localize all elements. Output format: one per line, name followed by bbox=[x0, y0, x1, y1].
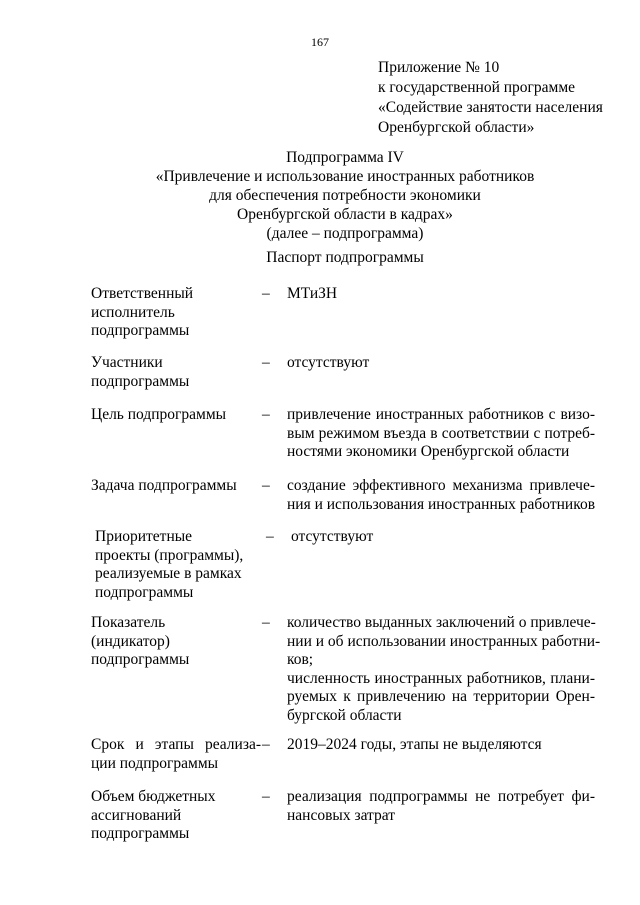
row-label bbox=[91, 406, 261, 425]
label-line: реализуемые в рамках bbox=[95, 565, 242, 582]
label-line: Участники bbox=[91, 354, 163, 371]
value-line: МТиЗН bbox=[287, 285, 338, 302]
row-dash: – bbox=[262, 736, 270, 753]
row-dash: – bbox=[262, 354, 270, 371]
label-line: Ответственный bbox=[91, 285, 194, 302]
label-line: проекты (программы), bbox=[95, 546, 244, 564]
value-line: нии и об использовании иностранных работни- bbox=[287, 632, 601, 650]
label-line: Цель подпрограммы bbox=[91, 406, 227, 423]
appendix-line: Приложение № 10 bbox=[378, 59, 500, 76]
row-value bbox=[287, 614, 601, 725]
appendix-line: «Содействие занятости населения bbox=[378, 99, 603, 116]
row-value bbox=[287, 477, 595, 514]
label-line: ции подпрограммы bbox=[91, 754, 219, 772]
title-line: для обеспечения потребности экономики bbox=[209, 187, 481, 204]
value-line: количество выданных заключений о привлече- bbox=[287, 614, 596, 631]
appendix-line: Оренбургской области» bbox=[378, 119, 535, 136]
row-label bbox=[91, 477, 261, 496]
label-line: Объем бюджетных bbox=[91, 788, 216, 805]
row-label bbox=[95, 528, 265, 602]
row-dash: – bbox=[262, 788, 270, 805]
row-value bbox=[287, 406, 595, 462]
label-line: Показатель bbox=[91, 614, 166, 631]
appendix-line: к государственной программе bbox=[378, 79, 576, 96]
row-value bbox=[287, 736, 595, 755]
value-line: реализация подпрограммы не потребует фи- bbox=[287, 788, 595, 805]
row-dash: – bbox=[262, 614, 270, 631]
title-line: (далее – подпрограмма) bbox=[266, 225, 424, 242]
row-dash: – bbox=[266, 528, 274, 545]
row-dash: – bbox=[262, 285, 270, 302]
value-line: руемых к привлечению на территории Орен- bbox=[287, 688, 595, 705]
row-label bbox=[91, 285, 261, 341]
row-label bbox=[91, 354, 261, 391]
value-line: ния и использования иностранных работников bbox=[287, 495, 596, 513]
value-line: 2019–2024 годы, этапы не выделяются bbox=[287, 736, 542, 753]
label-line: подпрограммы bbox=[91, 825, 190, 842]
label-line: Приоритетные bbox=[95, 528, 193, 545]
label-line: подпрограммы bbox=[91, 651, 190, 668]
title-line: Подпрограмма IV bbox=[286, 149, 404, 166]
label-line: подпрограммы bbox=[95, 583, 194, 601]
row-label bbox=[91, 788, 261, 844]
row-value bbox=[287, 354, 595, 373]
label-line: Срок и этапы реализа- bbox=[91, 736, 261, 753]
value-line: ков; bbox=[287, 651, 314, 668]
row-dash: – bbox=[262, 406, 270, 423]
value-line: отсутствуют bbox=[291, 528, 374, 545]
label-line: (индикатор) bbox=[91, 632, 170, 650]
label-line: Задача подпрограммы bbox=[91, 477, 237, 494]
row-value bbox=[287, 285, 595, 304]
value-line: привлечение иностранных работников с визо- bbox=[287, 406, 595, 423]
value-line: создание эффективного механизма привлече- bbox=[287, 477, 595, 494]
value-line: отсутствуют bbox=[287, 354, 370, 371]
title-line: «Привлечение и использование иностранных работников bbox=[155, 168, 535, 185]
value-line: нансовых затрат bbox=[287, 806, 396, 824]
label-line: подпрограммы bbox=[91, 372, 190, 390]
value-line: ностями экономики Оренбургской области bbox=[287, 443, 570, 460]
label-line: подпрограммы bbox=[91, 322, 190, 339]
row-dash: – bbox=[262, 477, 270, 494]
value-line: вым режимом въезда в соответствии с потреб- bbox=[287, 424, 595, 442]
row-label bbox=[91, 736, 261, 773]
value-line: численность иностранных работников, плани- bbox=[287, 669, 595, 687]
appendix-block bbox=[378, 58, 640, 138]
row-value bbox=[291, 528, 599, 547]
row-label bbox=[91, 614, 261, 670]
value-line: бургской области bbox=[287, 706, 402, 724]
page-number: 167 bbox=[311, 35, 329, 49]
subprogram-title bbox=[0, 148, 640, 243]
title-line: Оренбургской области в кадрах» bbox=[237, 206, 453, 223]
label-line: исполнитель bbox=[91, 303, 175, 321]
label-line: ассигнований bbox=[91, 806, 182, 824]
row-value bbox=[287, 788, 595, 825]
passport-heading: Паспорт подпрограммы bbox=[266, 249, 424, 266]
